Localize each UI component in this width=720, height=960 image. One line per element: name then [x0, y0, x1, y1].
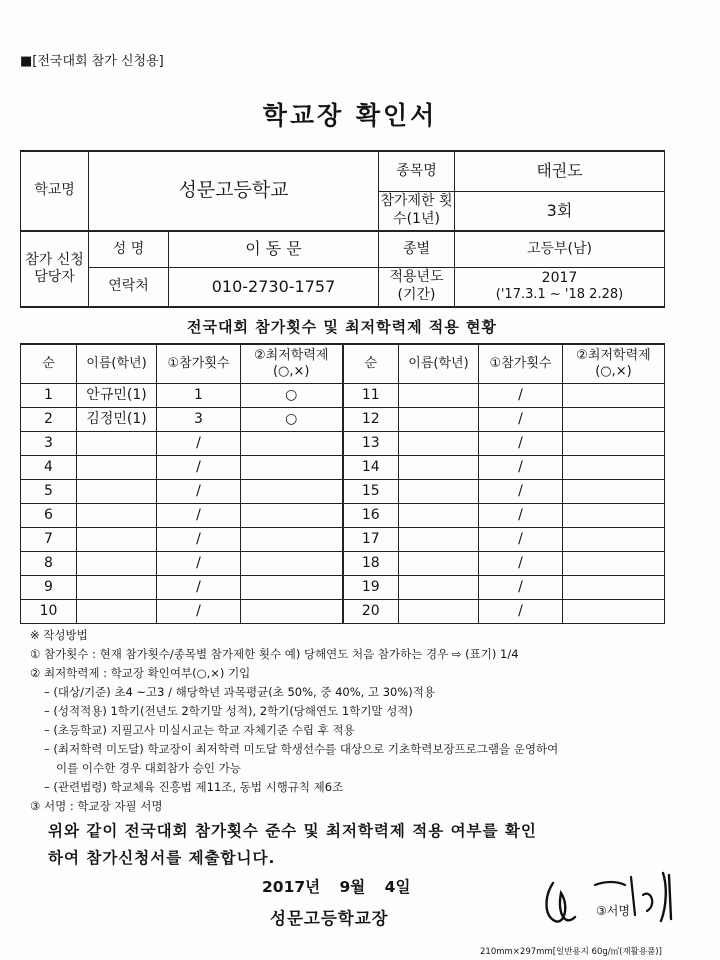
- student-name: [399, 432, 479, 456]
- paper-spec: 210mm×297mm[일반용지 60g/㎡(재활용품)]: [480, 947, 662, 957]
- student-name: [399, 408, 479, 432]
- academic-check: [563, 600, 665, 624]
- instruction-subitem: – (성적적용) 1학기(전년도 2학기말 성적), 2학기(당해연도 1학기말 성적): [44, 704, 413, 718]
- student-name: [399, 528, 479, 552]
- table-row: [21, 528, 665, 552]
- participation-count: 1: [157, 384, 241, 408]
- student-name: [399, 456, 479, 480]
- applicant-info-table: [20, 150, 665, 308]
- student-name: [399, 480, 479, 504]
- instruction-subitem: – (대상/기준) 초4 ~고3 / 해당학년 과목평균(초 50%, 중 40%, 고 30%)적용: [44, 685, 435, 699]
- participation-count: /: [157, 504, 241, 528]
- participation-count: /: [479, 600, 563, 624]
- table-row: [21, 600, 665, 624]
- table-row: [21, 456, 665, 480]
- row-number: 7: [21, 528, 77, 552]
- form-usage-label: ■[전국대회 참가 신청용]: [20, 54, 164, 69]
- academic-check: [241, 504, 343, 528]
- manager-contact-label: 연락처: [89, 267, 169, 307]
- row-number: 18: [343, 552, 399, 576]
- header-academic: ②최저학력제 (○,×): [241, 344, 343, 384]
- student-name: [77, 576, 157, 600]
- participation-count: /: [157, 576, 241, 600]
- row-number: 14: [343, 456, 399, 480]
- row-number: 17: [343, 528, 399, 552]
- participation-count: /: [479, 480, 563, 504]
- row-number: 20: [343, 600, 399, 624]
- academic-check: ○: [241, 384, 343, 408]
- header-name: 이름(학년): [77, 344, 157, 384]
- student-name: [77, 528, 157, 552]
- student-name: [77, 432, 157, 456]
- instruction-subitem: – (최저학력 미도달) 학교장이 최저학력 미도달 학생선수를 대상으로 기초학력보장프로그램을 운영하여: [44, 742, 559, 756]
- instruction-item: ① 참가횟수 : 현재 참가횟수/종목별 참가제한 횟수 예) 당해연도 처음 참가하는 경우 ⇨ (표기) 1/4: [30, 647, 519, 661]
- participation-status-table: [20, 343, 665, 624]
- student-name: [77, 504, 157, 528]
- row-number: 13: [343, 432, 399, 456]
- table-row: [21, 408, 665, 432]
- participation-count: /: [479, 552, 563, 576]
- student-name: [77, 552, 157, 576]
- participation-count: /: [157, 432, 241, 456]
- header-no: 순: [343, 344, 399, 384]
- statement-line: 위와 같이 전국대회 참가횟수 준수 및 최저학력제 적용 여부를 확인: [48, 822, 537, 840]
- row-number: 6: [21, 504, 77, 528]
- manager-name-value: 이 동 문: [169, 231, 379, 267]
- table-row: [21, 384, 665, 408]
- academic-check: [563, 528, 665, 552]
- instruction-subitem-continued: 이를 이수한 경우 대회참가 승인 가능: [56, 761, 241, 775]
- manager-label: 참가 신청 담당자: [21, 231, 89, 307]
- applicable-period-value: ('17.3.1 ~ '18 2.28): [495, 287, 624, 303]
- participation-count: /: [479, 576, 563, 600]
- header-no: 순: [21, 344, 77, 384]
- participation-count: /: [157, 528, 241, 552]
- status-section-title: 전국대회 참가횟수 및 최저학력제 적용 현황: [187, 318, 497, 336]
- academic-check: [563, 408, 665, 432]
- header-academic: ②최저학력제 (○,×): [563, 344, 665, 384]
- row-number: 8: [21, 552, 77, 576]
- row-number: 12: [343, 408, 399, 432]
- instruction-item: ② 최저학력제 : 학교장 확인여부(○,×) 기입: [30, 666, 251, 680]
- participation-count: /: [157, 456, 241, 480]
- instructions-heading: ※ 작성방법: [30, 628, 88, 642]
- table-row: [21, 504, 665, 528]
- row-number: 5: [21, 480, 77, 504]
- event-label: 종목명: [379, 151, 455, 191]
- participation-limit-label: 참가제한 횟수(1년): [379, 191, 455, 231]
- confirmation-statement: [48, 818, 537, 872]
- applicable-year-label: 적용년도 (기간): [379, 267, 455, 307]
- student-name: [399, 504, 479, 528]
- applicable-year-value: 2017: [541, 269, 578, 286]
- applicable-year-cell: [455, 267, 665, 307]
- participation-count: /: [157, 480, 241, 504]
- student-name: [399, 384, 479, 408]
- handwritten-signature-icon: [535, 855, 685, 940]
- header-name: 이름(학년): [399, 344, 479, 384]
- academic-check: [563, 432, 665, 456]
- row-number: 9: [21, 576, 77, 600]
- submission-date: 2017년 9월 4일: [262, 878, 411, 896]
- instruction-subitem: – (관련법령) 학교체육 진흥법 제11조, 동법 시행규칙 제6조: [44, 780, 344, 794]
- student-name: [77, 480, 157, 504]
- student-name: 김정민(1): [77, 408, 157, 432]
- manager-name-label: 성 명: [89, 231, 169, 267]
- participation-count: /: [479, 504, 563, 528]
- academic-check: [241, 528, 343, 552]
- writing-instructions: [30, 626, 680, 816]
- academic-check: [241, 480, 343, 504]
- row-number: 3: [21, 432, 77, 456]
- academic-check: [241, 432, 343, 456]
- signature-label: ③서명: [596, 904, 630, 918]
- school-name-label: 학교명: [21, 151, 89, 231]
- academic-check: [563, 576, 665, 600]
- academic-check: ○: [241, 408, 343, 432]
- manager-contact-value: 010-2730-1757: [169, 267, 379, 307]
- academic-check: [241, 576, 343, 600]
- row-number: 1: [21, 384, 77, 408]
- participation-limit-value: 3회: [455, 191, 665, 231]
- table-row: [21, 432, 665, 456]
- division-value: 고등부(남): [455, 231, 665, 267]
- row-number: 4: [21, 456, 77, 480]
- academic-check: [241, 552, 343, 576]
- instruction-subitem: – (초등학교) 지필고사 미실시교는 학교 자체기준 수립 후 적용: [44, 723, 355, 737]
- header-count: ①참가횟수: [157, 344, 241, 384]
- row-number: 16: [343, 504, 399, 528]
- student-name: [399, 552, 479, 576]
- instruction-item: ③ 서명 : 학교장 자필 서명: [30, 799, 163, 813]
- participation-count: /: [479, 456, 563, 480]
- participation-count: 3: [157, 408, 241, 432]
- row-number: 10: [21, 600, 77, 624]
- table-row: [21, 480, 665, 504]
- row-number: 11: [343, 384, 399, 408]
- student-name: [77, 456, 157, 480]
- student-name: [399, 576, 479, 600]
- participation-count: /: [479, 384, 563, 408]
- participation-count: /: [479, 408, 563, 432]
- table-row: [21, 576, 665, 600]
- academic-check: [241, 600, 343, 624]
- school-name-value: 성문고등학교: [89, 151, 379, 231]
- row-number: 2: [21, 408, 77, 432]
- school-principal-title: 성문고등학교장: [270, 909, 389, 928]
- academic-check: [563, 552, 665, 576]
- statement-line: 하여 참가신청서를 제출합니다.: [48, 849, 276, 867]
- row-number: 15: [343, 480, 399, 504]
- student-name: [77, 600, 157, 624]
- academic-check: [563, 480, 665, 504]
- academic-check: [563, 456, 665, 480]
- document-title: 학교장 확인서: [262, 101, 438, 130]
- student-name: [399, 600, 479, 624]
- row-number: 19: [343, 576, 399, 600]
- academic-check: [241, 456, 343, 480]
- participation-count: /: [479, 528, 563, 552]
- participation-count: /: [157, 552, 241, 576]
- academic-check: [563, 384, 665, 408]
- participation-count: /: [157, 600, 241, 624]
- student-name: 안규민(1): [77, 384, 157, 408]
- header-count: ①참가횟수: [479, 344, 563, 384]
- academic-check: [563, 504, 665, 528]
- table-row: [21, 552, 665, 576]
- participation-count: /: [479, 432, 563, 456]
- event-value: 태권도: [455, 151, 665, 191]
- division-label: 종별: [379, 231, 455, 267]
